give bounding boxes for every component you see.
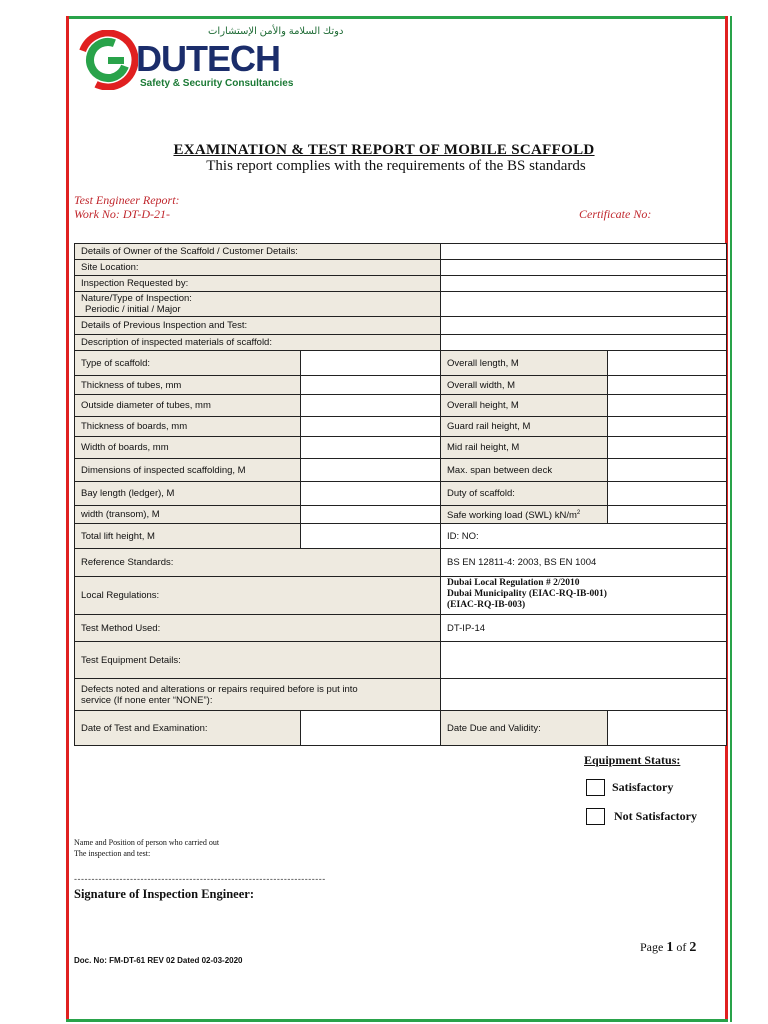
name-position-line: The inspection and test: [74, 849, 151, 858]
type-of-scaffold-label: Type of scaffold: [75, 351, 301, 376]
swl-label [441, 506, 608, 524]
previous-inspection-field[interactable] [441, 317, 727, 335]
logo-arabic-text: دوتك السلامة والأمن الإستشارات [208, 26, 344, 37]
table-row [75, 549, 727, 577]
overall-height-label: Overall height, M [441, 395, 608, 417]
dutech-logo-icon [78, 30, 138, 90]
nature-type-field[interactable] [441, 292, 727, 317]
test-method-label: Test Method Used: [75, 615, 441, 642]
page-total: 2 [689, 940, 697, 955]
table-row [75, 577, 727, 615]
date-test-label: Date of Test and Examination: [75, 711, 301, 746]
table-row [75, 417, 727, 437]
duty-of-scaffold-label: Duty of scaffold: [441, 482, 608, 506]
table-row [75, 244, 727, 260]
mid-rail-height-field[interactable] [608, 437, 727, 459]
document-number: Doc. No: FM-DT-61 REV 02 Dated 02-03-2020 [74, 956, 243, 965]
materials-description-field[interactable] [441, 335, 727, 351]
swl-superscript: 2 [576, 509, 581, 516]
company-logo [78, 26, 344, 96]
test-equipment-label: Test Equipment Details: [75, 642, 441, 679]
table-row [75, 459, 727, 482]
nature-type-label [75, 292, 441, 317]
bay-length-label: Bay length (ledger), M [75, 482, 301, 506]
outside-diameter-field[interactable] [301, 395, 441, 417]
table-row [75, 260, 727, 276]
width-transom-field[interactable] [301, 506, 441, 524]
inspection-requested-label: Inspection Requested by: [75, 276, 441, 292]
guard-rail-height-field[interactable] [608, 417, 727, 437]
width-transom-label: width (transom), M [75, 506, 301, 524]
type-of-scaffold-field[interactable] [301, 351, 441, 376]
inspection-requested-field[interactable] [441, 276, 727, 292]
overall-length-field[interactable] [608, 351, 727, 376]
id-no-field[interactable]: ID: NO: [441, 524, 727, 549]
report-title: EXAMINATION & TEST REPORT OF MOBILE SCAFFOLD [173, 142, 595, 158]
table-row [75, 711, 727, 746]
defects-text-line: service (If none enter “NONE”): [81, 694, 213, 706]
previous-inspection-label: Details of Previous Inspection and Test: [75, 317, 441, 335]
overall-width-label: Overall width, M [441, 376, 608, 395]
equipment-status-title: Equipment Status: [584, 753, 681, 767]
name-position-line: Name and Position of person who carried out [74, 838, 220, 847]
certificate-no-label: Certificate No: [579, 207, 652, 221]
materials-description-label: Description of inspected materials of scaffold: [75, 335, 441, 351]
signature-label: Signature of Inspection Engineer: [74, 887, 254, 901]
page-word: Page [640, 940, 664, 954]
owner-details-field[interactable] [441, 244, 727, 260]
guard-rail-height-label: Guard rail height, M [441, 417, 608, 437]
test-engineer-report-label: Test Engineer Report: [74, 193, 180, 207]
swl-text: Safe working load (SWL) kN/m [447, 510, 577, 522]
site-location-field[interactable] [441, 260, 727, 276]
nature-type-options: Periodic / initial / Major [85, 304, 181, 315]
table-row [75, 506, 727, 524]
overall-height-field[interactable] [608, 395, 727, 417]
table-row [75, 642, 727, 679]
table-row [75, 335, 727, 351]
not-satisfactory-label: Not Satisfactory [614, 809, 697, 823]
date-test-field[interactable] [301, 711, 441, 746]
test-method-value: DT-IP-14 [441, 615, 727, 642]
table-row [75, 437, 727, 459]
dimensions-scaffolding-field[interactable] [301, 459, 441, 482]
scaffold-report-table [74, 243, 727, 746]
date-due-label: Date Due and Validity: [441, 711, 608, 746]
table-row [75, 376, 727, 395]
table-row [75, 317, 727, 335]
local-regulations-label: Local Regulations: [75, 577, 441, 615]
table-row [75, 524, 727, 549]
page-current: 1 [666, 940, 674, 955]
total-lift-height-field[interactable] [301, 524, 441, 549]
satisfactory-checkbox[interactable] [586, 779, 605, 796]
page-of: of [676, 940, 687, 954]
local-regulation-line: Dubai Local Regulation # 2/2010 [447, 578, 580, 588]
not-satisfactory-checkbox[interactable] [586, 808, 605, 825]
table-row [75, 679, 727, 711]
table-row [75, 482, 727, 506]
page-number [640, 940, 696, 956]
frame-top-border [66, 16, 728, 19]
local-regulation-line: Dubai Municipality (EIAC-RQ-IB-001) [447, 589, 607, 599]
thickness-boards-field[interactable] [301, 417, 441, 437]
signature-dotted-line: ------------------------------------------------------------------------ [74, 874, 326, 884]
report-subtitle: This report complies with the requirements of the BS standards [206, 158, 586, 174]
logo-tagline: Safety & Security Consultancies [140, 78, 294, 89]
nature-type-title: Nature/Type of Inspection: [81, 293, 192, 304]
defects-field[interactable] [441, 679, 727, 711]
overall-length-label: Overall length, M [441, 351, 608, 376]
test-equipment-field[interactable] [441, 642, 727, 679]
defects-text-line: Defects noted and alterations or repairs required before is put into [81, 683, 358, 695]
outside-diameter-label: Outside diameter of tubes, mm [75, 395, 301, 417]
defects-label [75, 679, 441, 711]
max-span-label: Max. span between deck [441, 459, 608, 482]
site-location-label: Site Location: [75, 260, 441, 276]
duty-of-scaffold-field[interactable] [608, 482, 727, 506]
work-no-label: Work No: DT-D-21- [74, 207, 170, 221]
table-row [75, 395, 727, 417]
satisfactory-label: Satisfactory [612, 780, 674, 794]
local-regulations-value [441, 577, 727, 615]
bay-length-field[interactable] [301, 482, 441, 506]
thickness-tubes-field[interactable] [301, 376, 441, 395]
max-span-field[interactable] [608, 459, 727, 482]
logo-wordmark: DUTECH [136, 38, 280, 79]
mid-rail-height-label: Mid rail height, M [441, 437, 608, 459]
table-row [75, 292, 727, 317]
table-row [75, 615, 727, 642]
swl-field[interactable] [608, 506, 727, 524]
owner-details-label: Details of Owner of the Scaffold / Customer Details: [75, 244, 441, 260]
table-row [75, 276, 727, 292]
reference-standards-value: BS EN 12811-4: 2003, BS EN 1004 [441, 549, 727, 577]
total-lift-height-label: Total lift height, M [75, 524, 301, 549]
table-row [75, 351, 727, 376]
overall-width-field[interactable] [608, 376, 727, 395]
date-due-field[interactable] [608, 711, 727, 746]
local-regulation-line: (EIAC-RQ-IB-003) [447, 600, 526, 610]
width-boards-label: Width of boards, mm [75, 437, 301, 459]
width-boards-field[interactable] [301, 437, 441, 459]
thickness-boards-label: Thickness of boards, mm [75, 417, 301, 437]
thickness-tubes-label: Thickness of tubes, mm [75, 376, 301, 395]
reference-standards-label: Reference Standards: [75, 549, 441, 577]
dimensions-scaffolding-label: Dimensions of inspected scaffolding, M [75, 459, 301, 482]
frame-bottom-border [66, 1019, 728, 1022]
